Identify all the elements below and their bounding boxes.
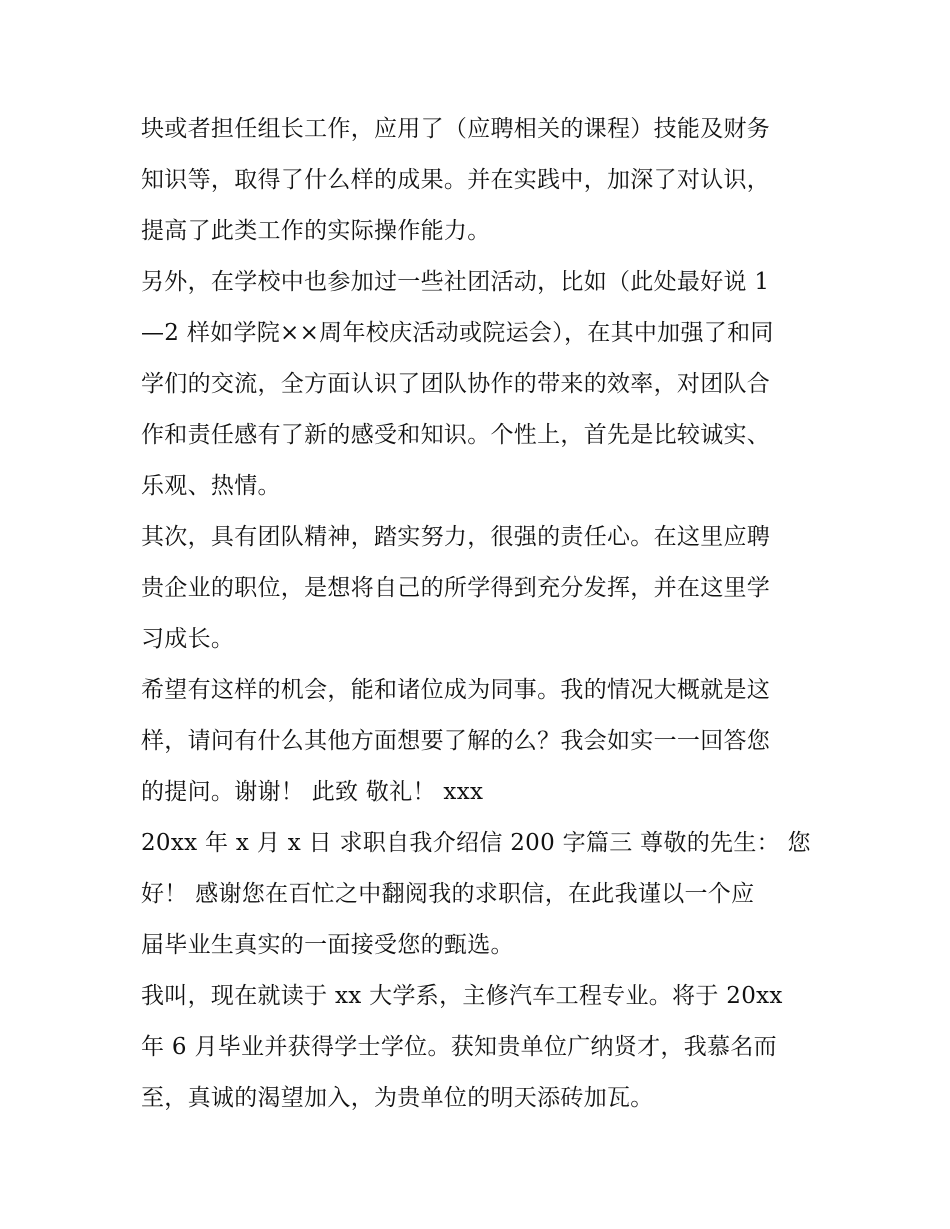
text-line: 贵企业的职位，是想将自己的所学得到充分发挥，并在这里学 xyxy=(141,575,771,601)
text-line: 至，真诚的渴望加入，为贵单位的明天添砖加瓦。 xyxy=(141,1085,654,1111)
text-line: 另外，在学校中也参加过一些社团活动，比如（此处最好说 1 xyxy=(141,269,770,295)
text-line: 块或者担任组长工作，应用了（应聘相关的课程）技能及财务 xyxy=(141,116,771,142)
text-line: 的提问。谢谢！ 此致 敬礼！ xxx xyxy=(141,779,484,805)
text-line: 习成长。 xyxy=(141,626,235,652)
text-line: —2 样如学院××周年校庆活动或院运会），在其中加强了和同 xyxy=(141,320,774,346)
text-line: 学们的交流，全方面认识了团队协作的带来的效率，对团队合 xyxy=(141,371,771,397)
text-line: 乐观、热情。 xyxy=(141,473,281,499)
text-line: 知识等，取得了什么样的成果。并在实践中，加深了对认识， xyxy=(141,167,771,193)
body-text xyxy=(141,104,821,1124)
text-line: 希望有这样的机会，能和诸位成为同事。我的情况大概就是这 xyxy=(141,677,771,703)
text-line: 样，请问有什么其他方面想要了解的么？我会如实一一回答您 xyxy=(141,728,771,754)
text-line: 20xx 年 x 月 x 日 求职自我介绍信 200 字篇三 尊敬的先生： 您 xyxy=(141,830,811,856)
text-line: 我叫，现在就读于 xx 大学系，主修汽车工程专业。将于 20xx xyxy=(141,983,783,1009)
text-line: 届毕业生真实的一面接受您的甄选。 xyxy=(141,932,514,958)
text-line: 提高了此类工作的实际操作能力。 xyxy=(141,218,491,244)
text-line: 作和责任感有了新的感受和知识。个性上，首先是比较诚实、 xyxy=(141,422,771,448)
text-line: 其次，具有团队精神，踏实努力，很强的责任心。在这里应聘 xyxy=(141,524,771,550)
text-line: 年 6 月毕业并获得学士学位。获知贵单位广纳贤才，我慕名而 xyxy=(141,1034,777,1060)
text-line: 好！ 感谢您在百忙之中翻阅我的求职信，在此我谨以一个应 xyxy=(141,881,755,907)
